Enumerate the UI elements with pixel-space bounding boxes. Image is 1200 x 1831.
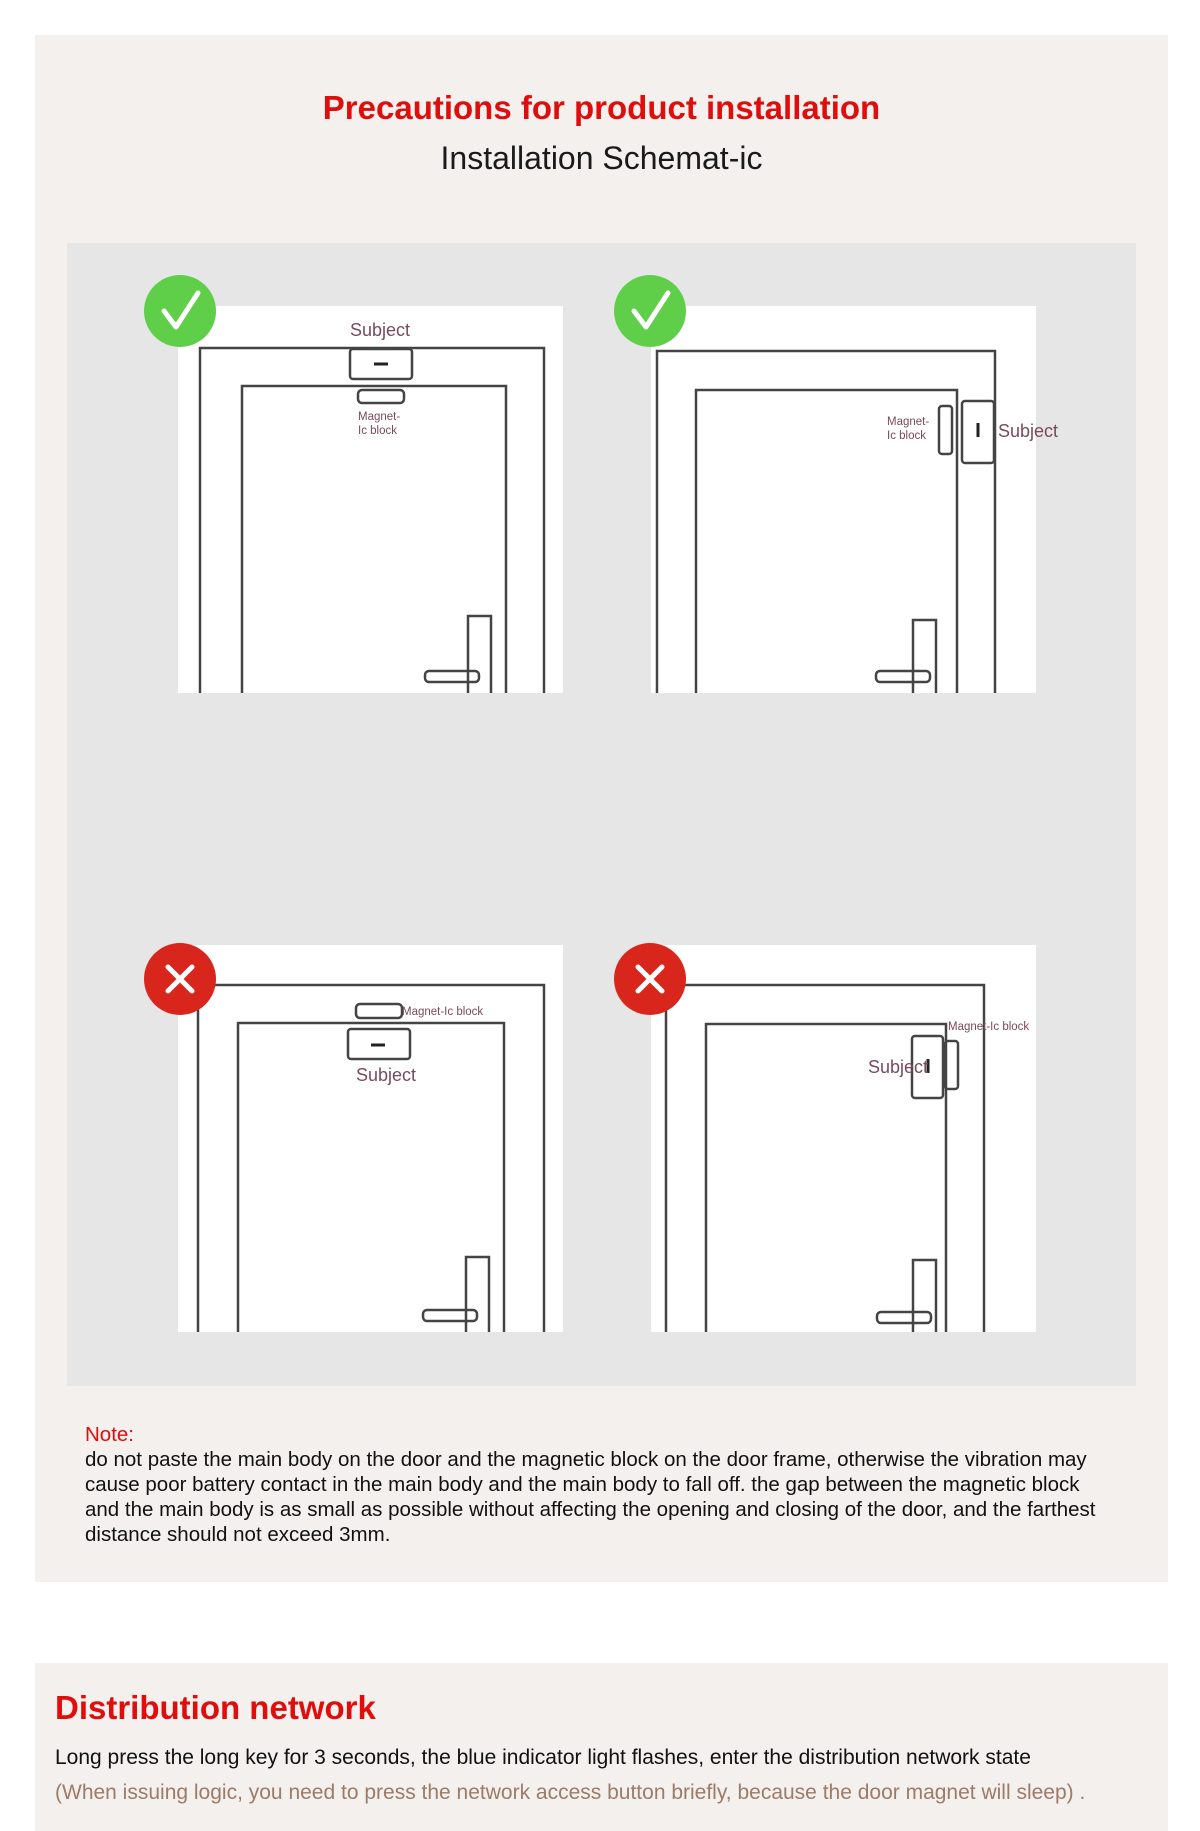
checkmark-icon: [144, 275, 216, 347]
installation-panel: [35, 35, 1168, 1582]
subject-label: Subject: [350, 320, 411, 340]
installation-subtitle: Installation Schemat-ic: [440, 140, 763, 176]
door-illustration: [651, 306, 1059, 693]
magnet-label: Magnet-Ic block: [948, 1021, 1030, 1033]
subject-label: Subject: [868, 1057, 929, 1077]
wrong-badge-bottom-left: [144, 943, 216, 1015]
magnet-label-line2: Ic block: [887, 430, 926, 442]
magnet-label-line1: Magnet-: [358, 411, 401, 423]
diagram-top-right: [651, 306, 1059, 693]
diagram-area: [67, 243, 1136, 1386]
magnet-label: Magnet-Ic block: [402, 1006, 484, 1018]
checkmark-icon: [614, 275, 686, 347]
subject-label: Subject: [356, 1065, 417, 1085]
distribution-hint: (When issuing logic, you need to press the network access button briefly, because the door magnet will sleep) .: [55, 1781, 1086, 1804]
magnet-label-line2: Ic block: [358, 425, 397, 437]
correct-badge-top-left: [144, 275, 216, 347]
wrong-badge-bottom-right: [614, 943, 686, 1015]
cross-icon: [144, 943, 216, 1015]
distribution-instruction: Long press the long key for 3 seconds, the blue indicator light flashes, enter the distribution network state: [55, 1746, 1031, 1769]
door-illustration: [178, 945, 563, 1332]
subject-label: Subject: [998, 421, 1059, 441]
diagram-bottom-right: [651, 945, 1036, 1332]
distribution-title: Distribution network: [55, 1689, 376, 1726]
note-label: Note:: [85, 1423, 134, 1446]
distribution-panel: [35, 1663, 1168, 1831]
cross-icon: [614, 943, 686, 1015]
note-text: do not paste the main body on the door and the magnetic block on the door frame, otherwise the vibration may cause poor battery contact in the main body and the main body to fall off. the gap between the magnetic block and the main body is as small as possible without affecting the opening and closing of the door, and the farthest distance should not exceed 3mm.: [85, 1448, 1096, 1546]
diagram-top-left: [178, 306, 563, 693]
magnet-label-line1: Magnet-: [887, 416, 930, 428]
door-illustration: [651, 945, 1036, 1332]
installation-note: [85, 1422, 1115, 1547]
diagram-bottom-left: [178, 945, 563, 1332]
installation-title: Precautions for product installation: [322, 89, 881, 126]
door-illustration: [178, 306, 563, 693]
correct-badge-top-right: [614, 275, 686, 347]
